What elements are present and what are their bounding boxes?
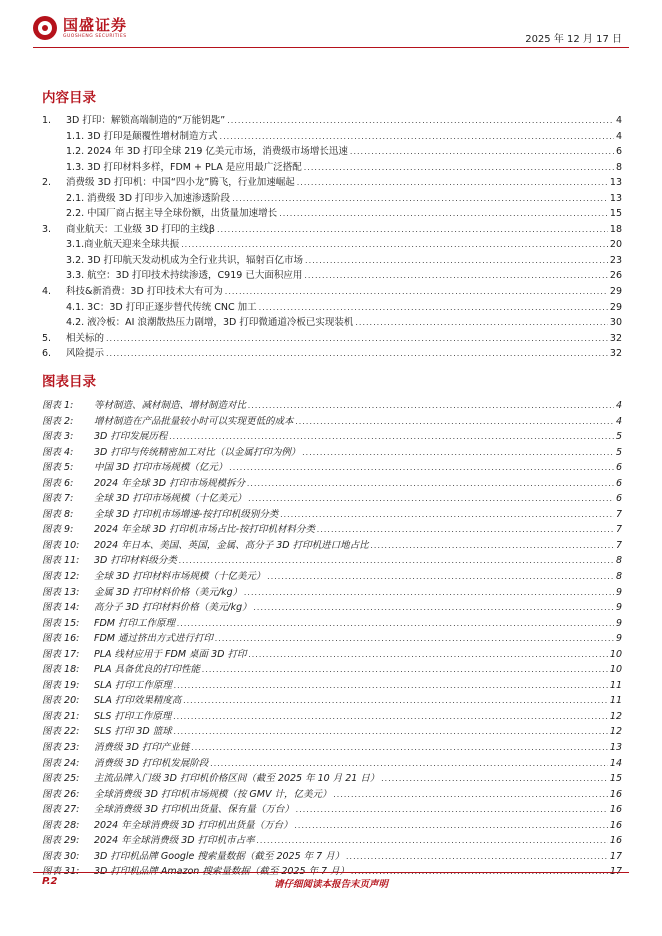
figure-entry-title: 2024 年日本、美国、英国，金属、高分子 3D 打印机进口地占比 [94,539,369,551]
figure-entry-label: 图表 30: [42,850,80,862]
toc-entry[interactable] [42,159,622,175]
toc-entry[interactable] [42,345,622,361]
figure-entry-label: 图表 7: [42,493,74,505]
page-header [0,0,662,50]
toc-entry-title: 3.1.商业航天迎来全球共振 [66,239,180,251]
figure-entry-page: 4 [615,400,622,411]
figure-entry-title: FDM 打印工作原理 [94,617,175,629]
figure-entry-page: 12 [609,710,622,722]
toc-entry-page: 29 [609,286,622,298]
dot-leader [248,401,614,410]
figure-entry-page: 6 [615,462,622,474]
figure-entry-title: SLA 打印效果精度高 [94,695,182,707]
dot-leader [381,774,608,783]
dot-leader [183,696,608,705]
figure-entry[interactable] [42,770,622,786]
figure-entry-label: 图表 1: [42,400,74,411]
figure-entry-page: 8 [615,555,622,567]
figure-entry-label: 图表 23: [42,742,80,754]
dot-leader [227,116,614,125]
dot-leader [280,510,614,519]
dot-leader [371,541,614,550]
figure-entry-label: 图表 20: [42,695,80,707]
figure-entry[interactable] [42,521,622,537]
figure-entry-label: 图表 11: [42,555,80,567]
figure-entry-title: FDM 通过挤出方式进行打印 [94,633,213,645]
toc-entry-page: 29 [609,301,622,313]
header-divider [33,47,629,48]
toc-entry-page: 13 [609,192,622,204]
figure-entry-label: 图表 15: [42,617,80,629]
dot-leader [232,194,608,203]
figure-entry-title: SLA 打印工作原理 [94,679,172,691]
toc-entry-page: 18 [609,223,622,235]
figure-entry-label: 图表 9: [42,524,74,536]
figure-entry-label: 图表 21: [42,710,80,722]
dot-leader [244,588,614,597]
dot-leader [210,759,608,768]
figure-entry-label: 图表 26: [42,788,80,800]
toc-entry-page: 32 [609,332,622,344]
dot-leader [191,743,608,752]
figure-entry-page: 9 [615,617,622,629]
figure-entry-label: 图表 22: [42,726,80,738]
figure-entry[interactable] [42,661,622,677]
figure-entry[interactable] [42,459,622,475]
figure-entry-title: PLA 线材应用于 FDM 桌面 3D 打印 [94,648,247,660]
logo-english-name: GUOSHENG SECURITIES [63,33,127,39]
toc-entry[interactable] [42,283,622,299]
toc-entry-title: 科技&新消费：3D 打印技术大有可为 [66,286,223,298]
figure-entry-label: 图表 12: [42,571,80,583]
figure-entry-page: 16 [609,804,622,816]
figure-entry-title: 中国 3D 打印市场规模（亿元） [94,462,228,474]
dot-leader [295,821,608,830]
figure-entry-title: 等材制造、减材制造、增材制造对比 [94,400,247,411]
dot-leader [279,209,608,218]
logo-emblem-icon [33,16,57,40]
figure-entry[interactable] [42,739,622,755]
dot-leader [169,432,614,441]
figure-entry-title: 全球 3D 打印机市场增速-按打印机级别分类 [94,508,279,520]
figure-list-title: 图表目录 [42,374,96,390]
toc-entry-number: 3. [42,223,52,235]
figure-entry[interactable] [42,584,622,600]
figure-entry-page: 16 [609,835,622,847]
figure-entry-label: 图表 4: [42,446,74,458]
figure-entry-title: 消费级 3D 打印产业链 [94,742,190,754]
figure-entry-title: 全球消费级 3D 打印机出货量、保有量（万台） [94,804,294,816]
toc-entry-title: 1.1. 3D 打印是颠覆性增材制造方式 [66,130,218,142]
figure-entry-label: 图表 18: [42,664,80,676]
figure-entry-label: 图表 31: [42,866,80,878]
figure-entry-title: 消费级 3D 打印机发展阶段 [94,757,209,769]
figure-entry-label: 图表 16: [42,633,80,645]
figure-entry-page: 11 [609,679,622,691]
dot-leader [248,650,607,659]
figure-entry-page: 10 [609,664,622,676]
figure-entry[interactable] [42,413,622,429]
figure-entry-label: 图表 25: [42,773,80,785]
figure-entry-title: SLS 打印 3D 篮球 [94,726,172,738]
figure-entry-page: 7 [615,508,622,520]
toc-entry-number: 4. [42,286,52,298]
toc-entry-number: 2. [42,177,52,189]
figure-entry-title: 3D 打印与传统精密加工对比（以金属打印为例） [94,446,301,458]
figure-entry[interactable] [42,599,622,615]
dot-leader [202,665,608,674]
figure-entry-label: 图表 14: [42,602,80,614]
toc-entry-title: 2.2. 中国厂商占据主导全球份额，出货量加速增长 [66,208,278,220]
figure-entry-title: 2024 年全球消费级 3D 打印机市占率 [94,835,255,847]
figure-entry[interactable] [42,692,622,708]
dot-leader [305,256,608,265]
figure-entry-title: PLA 具备优良的打印性能 [94,664,201,676]
figure-entry-page: 16 [609,788,622,800]
dot-leader [179,556,614,565]
figure-entry-label: 图表 13: [42,586,80,598]
toc-entry-page: 15 [609,208,622,220]
figure-entry[interactable] [42,708,622,724]
figure-entry-label: 图表 28: [42,819,80,831]
toc-entry-title: 3.3. 航空：3D 打印技术持续渗透，C919 已大面积应用 [66,270,303,282]
report-date: 2025 年 12 月 17 日 [525,34,622,45]
figure-entry-title: 全球 3D 打印材料市场规模（十亿美元） [94,571,266,583]
figure-entry-page: 16 [609,819,622,831]
dot-leader [334,790,608,799]
figure-entry[interactable] [42,832,622,848]
dot-leader [355,318,608,327]
toc-entry-title: 消费级 3D 打印机：中国“四小龙”腾飞，行业加速崛起 [66,177,295,189]
dot-leader [225,287,608,296]
figure-entry[interactable] [42,475,622,491]
figure-entry-label: 图表 3: [42,431,74,443]
figure-entry-page: 14 [609,757,622,769]
toc-entry[interactable] [42,112,622,128]
figure-entry-title: 全球 3D 打印市场规模（十亿美元） [94,493,247,505]
figure-list [42,397,622,879]
toc-entry[interactable] [42,330,622,346]
toc-entry[interactable] [42,252,622,268]
toc-entry[interactable] [42,143,622,159]
toc-entry-page: 13 [609,177,622,189]
toc-entry-title: 3.2. 3D 打印航天发动机成为全行业共识，辐射百亿市场 [66,254,304,266]
dot-leader [217,225,608,234]
figure-entry-page: 5 [615,446,622,458]
figure-entry-label: 图表 10: [42,539,80,551]
figure-entry[interactable] [42,615,622,631]
figure-entry-label: 图表 29: [42,835,80,847]
figure-entry-title: 3D 打印材料级分类 [94,555,177,567]
figure-entry-label: 图表 8: [42,508,74,520]
dot-leader [257,836,608,845]
figure-entry[interactable] [42,848,622,864]
toc-entry-number: 6. [42,348,52,360]
figure-entry[interactable] [42,568,622,584]
dot-leader [302,448,614,457]
dot-leader [296,805,608,814]
figure-entry-label: 图表 24: [42,757,80,769]
figure-entry[interactable] [42,444,622,460]
figure-entry[interactable] [42,428,622,444]
figure-entry[interactable] [42,397,622,413]
figure-entry-label: 图表 17: [42,648,80,660]
figure-entry-page: 6 [615,493,622,505]
figure-entry-title: 增材制造在产品批量较小时可以实现更低的成本 [94,415,294,427]
figure-entry-page: 17 [609,850,622,862]
dot-leader [247,479,614,488]
figure-entry[interactable] [42,552,622,568]
dot-leader [259,303,608,312]
dot-leader [106,349,608,358]
figure-entry-page: 15 [609,773,622,785]
footer-divider [33,872,629,873]
footer-disclaimer: 请仔细阅读本报告末页声明 [273,879,388,890]
toc-list [42,112,622,361]
dot-leader [174,727,608,736]
figure-entry-title: 3D 打印机品牌 Google 搜索量数据（截至 2025 年 7 月） [94,850,345,862]
figure-entry-page: 7 [615,524,622,536]
figure-entry-page: 7 [615,539,622,551]
dot-leader [267,572,614,581]
toc-entry-page: 4 [615,130,622,142]
toc-entry-title: 2.1. 消费级 3D 打印步入加速渗透阶段 [66,192,231,204]
figure-entry-page: 12 [609,726,622,738]
figure-entry-title: SLS 打印工作原理 [94,710,172,722]
figure-entry[interactable] [42,786,622,802]
figure-entry-page: 11 [609,695,622,707]
figure-entry-title: 金属 3D 打印材料价格（美元/kg） [94,586,243,598]
toc-entry-title: 4.2. 液冷板：AI 浪潮散热压力剧增，3D 打印微通道冷板已实现装机 [66,317,354,329]
figure-entry-page: 5 [615,431,622,443]
toc-entry-title: 3D 打印：解锁高端制造的“万能钥匙” [66,115,226,126]
dot-leader [106,334,608,343]
dot-leader [346,852,608,861]
toc-entry[interactable] [42,205,622,221]
figure-entry[interactable] [42,630,622,646]
dot-leader [248,494,614,503]
toc-entry-number: 5. [42,332,52,344]
figure-entry[interactable] [42,646,622,662]
figure-entry-page: 17 [609,866,622,878]
figure-entry[interactable] [42,537,622,553]
figure-entry-page: 13 [609,742,622,754]
toc-entry-title: 商业航天：工业级 3D 打印的主线β [66,223,215,235]
toc-title: 内容目录 [42,90,96,106]
figure-entry[interactable] [42,677,622,693]
dot-leader [317,525,614,534]
toc-entry[interactable] [42,221,622,237]
figure-entry[interactable] [42,755,622,771]
dot-leader [229,463,614,472]
figure-entry-label: 图表 5: [42,462,74,474]
toc-entry[interactable] [42,299,622,315]
figure-entry[interactable] [42,506,622,522]
dot-leader [173,712,608,721]
toc-entry[interactable] [42,314,622,330]
figure-entry[interactable] [42,817,622,833]
page-number: P.2 [42,876,58,887]
figure-entry-title: 全球消费级 3D 打印机市场规模（按 GMV 计，亿美元） [94,788,332,800]
toc-entry-page: 4 [615,115,622,126]
toc-entry[interactable] [42,267,622,283]
dot-leader [304,271,608,280]
toc-entry[interactable] [42,190,622,206]
dot-leader [254,603,614,612]
figure-entry-title: 2024 年全球消费级 3D 打印机出货量（万台） [94,819,293,831]
toc-entry-title: 相关标的 [66,332,105,344]
figure-entry-label: 图表 6: [42,477,74,489]
toc-entry-page: 32 [609,348,622,360]
figure-entry-page: 9 [615,633,622,645]
toc-entry-page: 8 [615,161,622,173]
toc-entry-page: 6 [615,146,622,158]
toc-entry-page: 23 [609,254,622,266]
figure-entry[interactable] [42,490,622,506]
toc-entry-title: 1.2. 2024 年 3D 打印全球 219 亿美元市场，消费级市场增长迅速 [66,146,348,158]
figure-entry-title: 3D 打印发展历程 [94,431,168,443]
figure-entry-label: 图表 2: [42,415,74,427]
toc-entry[interactable] [42,128,622,144]
figure-entry[interactable] [42,801,622,817]
figure-entry-page: 8 [615,571,622,583]
figure-entry-title: 2024 年全球 3D 打印市场规模拆分 [94,477,246,489]
figure-entry[interactable] [42,723,622,739]
figure-entry-label: 图表 19: [42,679,80,691]
figure-entry-title: 高分子 3D 打印材料价格（美元/kg） [94,602,252,614]
dot-leader [215,634,614,643]
figure-entry-page: 4 [615,415,622,427]
toc-entry-title: 1.3. 3D 打印材料多样，FDM + PLA 是应用最广泛搭配 [66,161,302,173]
toc-entry-page: 20 [609,239,622,251]
toc-entry-number: 1. [42,115,52,126]
toc-entry-title: 风险提示 [66,348,105,360]
dot-leader [181,240,608,249]
toc-entry-title: 4.1. 3C：3D 打印正逐步替代传统 CNC 加工 [66,301,257,313]
toc-entry-page: 30 [609,317,622,329]
figure-entry-page: 10 [609,648,622,660]
dot-leader [350,147,614,156]
dot-leader [177,619,614,628]
toc-entry[interactable] [42,236,622,252]
toc-entry[interactable] [42,174,622,190]
figure-entry-title: 2024 年全球 3D 打印机市场占比-按打印机材料分类 [94,524,316,536]
logo-chinese-name: 国盛证券 [63,15,128,34]
figure-entry-page: 9 [615,586,622,598]
company-logo [33,16,127,40]
dot-leader [174,681,608,690]
figure-entry-page: 9 [615,602,622,614]
dot-leader [304,163,614,172]
dot-leader [296,417,614,426]
figure-entry-title: 主流品牌入门级 3D 打印机价格区间（截至 2025 年 10 月 21 日） [94,773,380,785]
toc-entry-page: 26 [609,270,622,282]
figure-entry-label: 图表 27: [42,804,80,816]
figure-entry-page: 6 [615,477,622,489]
dot-leader [297,178,608,187]
figure-entry-title: 3D 打印机品牌 Amazon 搜索量数据（截至 2025 年 7 月） [94,866,350,878]
dot-leader [220,132,614,141]
